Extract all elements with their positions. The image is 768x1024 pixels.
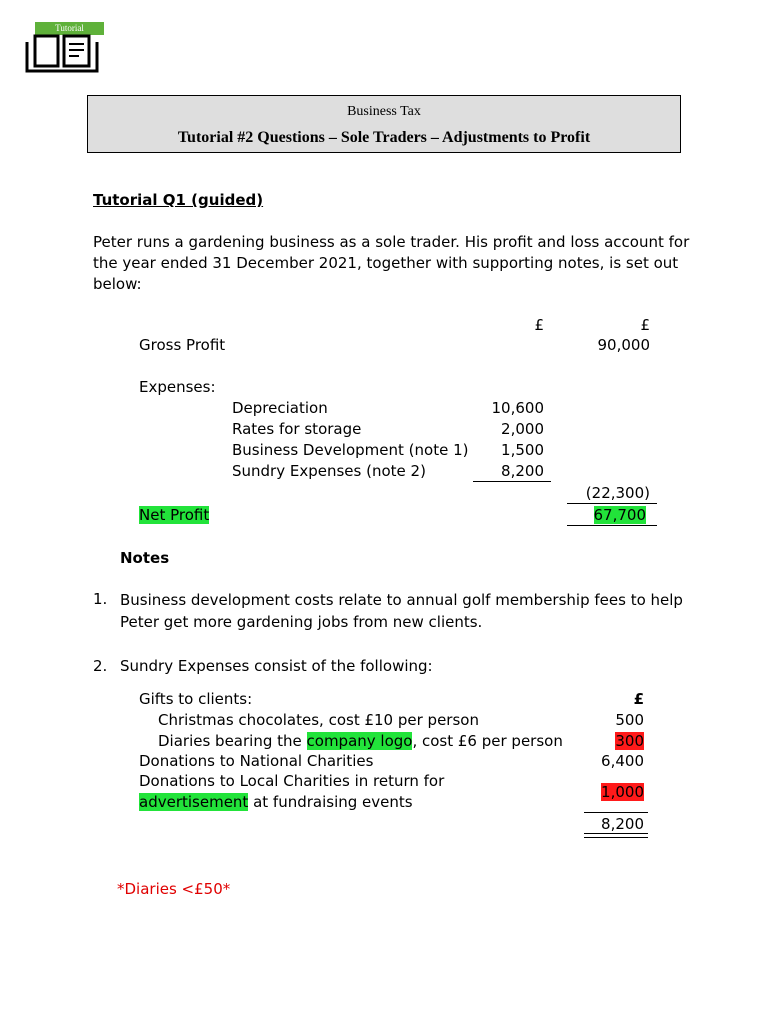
local-charities-post: at fundraising events [248,793,413,811]
sundry-double-rule [584,833,648,838]
expense-value: 10,600 [491,399,544,417]
intro-line: below: [93,275,142,293]
gross-profit-label: Gross Profit [139,336,226,354]
net-profit-highlight: 67,700 [593,506,646,524]
currency-col2: £ [640,316,650,334]
local-charities-value [590,782,644,802]
note1-text [120,589,683,633]
diaries-label [158,731,563,751]
net-profit-highlight: Net Profit [139,506,210,524]
question-heading: Tutorial Q1 (guided) [93,191,264,209]
local-charities-value-highlight: 1,000 [601,783,644,801]
national-charities-value: 6,400 [601,752,644,770]
company-logo-highlight: company logo [306,732,413,750]
expense-label: Rates for storage [232,420,362,438]
diaries-annotation: *Diaries <£50* [117,880,231,898]
expense-label: Depreciation [232,399,328,417]
gross-profit-value: 90,000 [597,336,650,354]
note2-number: 2. [93,657,108,675]
diaries-pre: Diaries bearing the [158,732,307,750]
total-rule [567,503,657,504]
national-charities-label: Donations to National Charities [139,752,374,770]
expense-label: Sundry Expenses (note 2) [232,462,426,480]
intro-line: Peter runs a gardening business as a sole trader. His profit and loss account for [93,233,690,251]
logo-tag: Tutorial [35,22,104,35]
expense-value: 1,500 [501,441,544,459]
expenses-label: Expenses: [139,378,216,396]
advertisement-highlight: advertisement [139,793,249,811]
note1-line: Business development costs relate to annual golf membership fees to help [120,591,683,609]
note1-number: 1. [93,590,108,608]
expenses-total: (22,300) [585,484,650,502]
header-subject: Business Tax [347,104,421,119]
chocolates-label: Christmas chocolates, cost £10 per person [158,711,479,729]
intro-line: the year ended 31 December 2021, together with supporting notes, is set out [93,254,679,272]
currency-col1: £ [534,316,544,334]
sundry-rule [584,812,648,813]
diaries-post: , cost £6 per person [412,732,563,750]
intro-paragraph [93,232,689,295]
note1-line: Peter get more gardening jobs from new clients. [120,613,483,631]
sundry-currency: £ [633,690,644,708]
expense-value: 8,200 [501,462,544,480]
diaries-value [590,731,644,751]
subtotal-rule [473,481,551,482]
net-profit-rule [567,525,657,526]
expense-label: Business Development (note 1) [232,441,469,459]
chocolates-value: 500 [615,711,644,729]
gifts-label: Gifts to clients: [139,690,253,708]
note2-intro: Sundry Expenses consist of the following: [120,657,433,675]
page-title: Tutorial #2 Questions – Sole Traders – Adjustments to Profit [177,129,591,146]
notes-heading: Notes [120,549,170,567]
expense-value: 2,000 [501,420,544,438]
sundry-total: 8,200 [601,815,644,833]
local-charities-line1: Donations to Local Charities in return for [139,772,445,790]
header-box [87,95,681,153]
local-charities-line2 [139,792,413,812]
net-profit-value [560,505,646,525]
diaries-value-highlight: 300 [615,732,644,750]
net-profit-label [139,505,209,525]
book-icon [25,34,99,80]
